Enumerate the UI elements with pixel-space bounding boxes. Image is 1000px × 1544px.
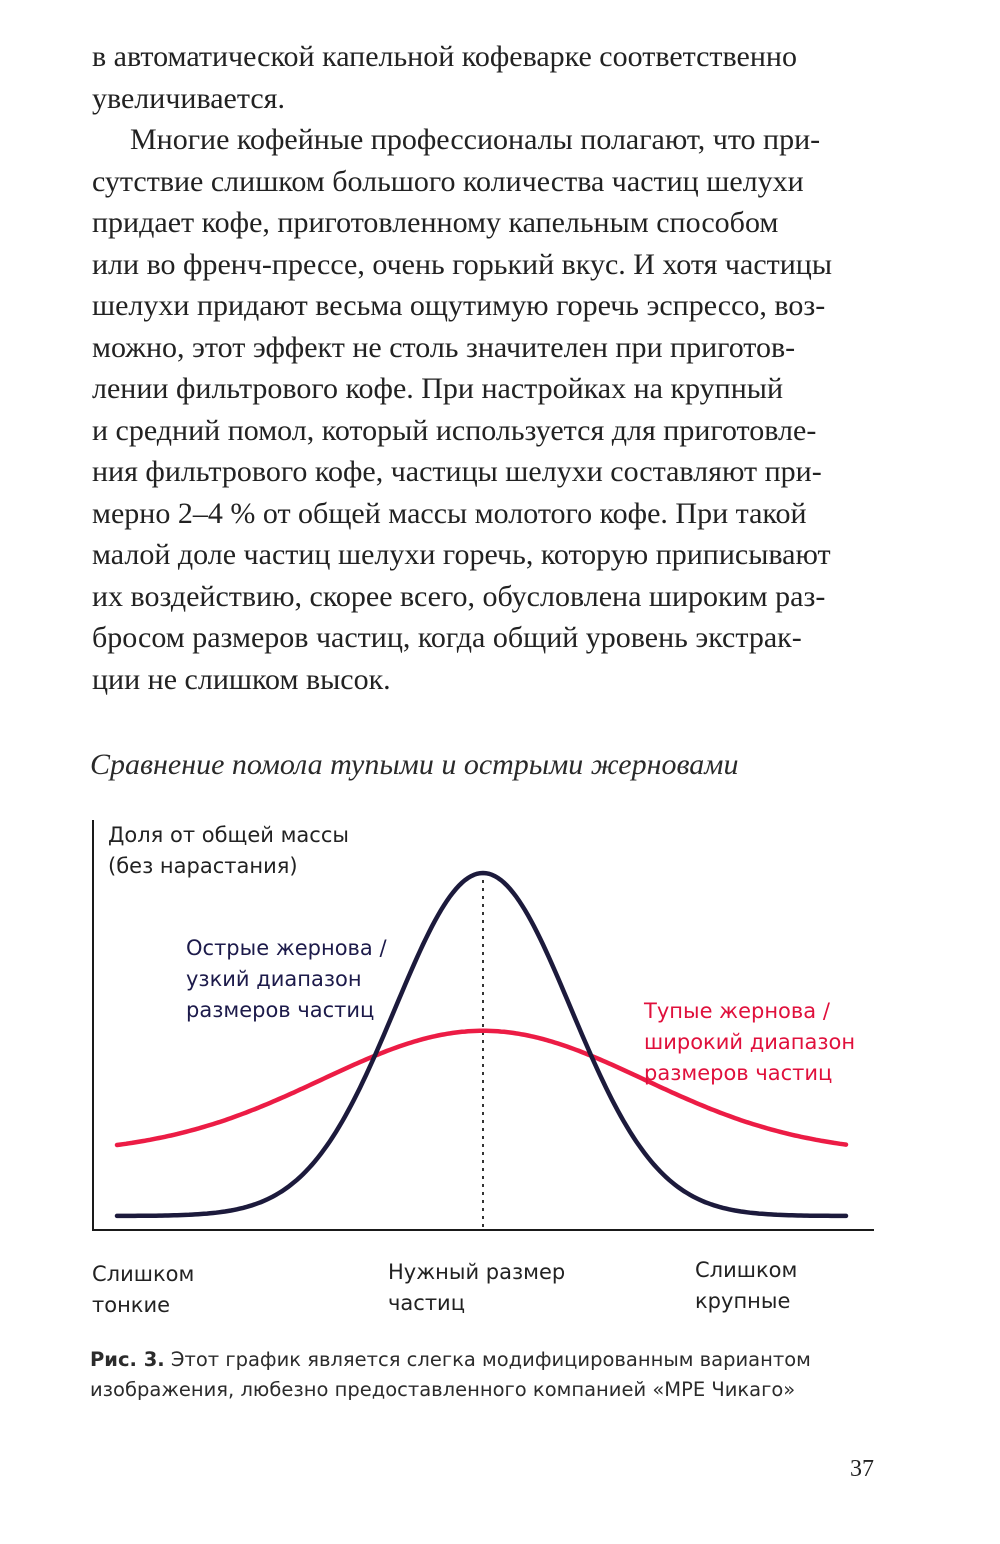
- x-label-line: Слишком: [92, 1262, 195, 1286]
- text-line: увеличивается.: [92, 81, 285, 115]
- caption-text-line-2: изображения, любезно предоставленного компанией «МРЕ Чикаго»: [90, 1378, 796, 1401]
- text-line: бросом размеров частиц, когда общий уровень экстрак-: [92, 621, 802, 654]
- x-label-line: Слишком: [695, 1258, 798, 1282]
- y-axis-label-line: Доля от общей массы: [108, 823, 349, 847]
- text-line: ции не слишком высок.: [92, 662, 391, 696]
- series-label-line: узкий диапазон: [186, 967, 362, 991]
- text-line: шелухи придают весьма ощутимую горечь эспрессо, воз-: [92, 289, 826, 322]
- text-line: можно, этот эффект не столь значителен при приготов-: [92, 330, 796, 364]
- y-axis-label: [108, 820, 349, 882]
- dull-series-label: [644, 996, 855, 1089]
- x-label-target-size: [388, 1257, 565, 1319]
- x-label-line: частиц: [388, 1291, 465, 1315]
- figure-caption: [90, 1345, 890, 1405]
- series-label-line: размеров частиц: [186, 998, 375, 1022]
- text-line: придает кофе, приготовленному капельным способом: [92, 206, 779, 239]
- series-label-line: размеров частиц: [644, 1061, 833, 1085]
- series-label-line: Острые жернова /: [186, 936, 387, 960]
- text-line: ния фильтрового кофе, частицы шелухи составляют при-: [92, 455, 822, 488]
- text-line: и средний помол, который используется для приготовле-: [92, 413, 817, 447]
- series-label-line: Тупые жернова /: [644, 999, 830, 1023]
- x-label-line: тонкие: [92, 1293, 171, 1317]
- text-line: или во френч-прессе, очень горький вкус. И хотя частицы: [92, 247, 833, 281]
- text-line: в автоматической капельной кофеварке соответственно: [92, 40, 797, 73]
- sharp-series-label: [186, 933, 387, 1026]
- x-label-too-fine: [92, 1259, 194, 1321]
- text-line: лении фильтрового кофе. При настройках на крупный: [92, 372, 783, 405]
- x-label-line: крупные: [695, 1289, 791, 1313]
- x-label-too-coarse: [695, 1255, 797, 1317]
- x-label-line: Нужный размер: [388, 1260, 566, 1284]
- text-line: их воздействию, скорее всего, обусловлена широким раз-: [92, 579, 826, 613]
- text-line: мерно 2–4 % от общей массы молотого кофе. При такой: [92, 496, 807, 530]
- series-label-line: широкий диапазон: [644, 1030, 856, 1054]
- page-number: 37: [850, 1456, 874, 1482]
- figure-title: Сравнение помола тупыми и острыми жерновами: [90, 748, 739, 781]
- text-line: сутствие слишком большого количества частиц шелухи: [92, 164, 804, 198]
- caption-text: Этот график является слегка модифицированным вариантом: [164, 1348, 811, 1371]
- y-axis-label-line: (без нарастания): [108, 854, 298, 878]
- text-line: Многие кофейные профессионалы полагают, что при-: [130, 123, 821, 156]
- caption-label: Рис. 3.: [90, 1348, 165, 1371]
- text-line: малой доле частиц шелухи горечь, которую приписывают: [92, 538, 831, 571]
